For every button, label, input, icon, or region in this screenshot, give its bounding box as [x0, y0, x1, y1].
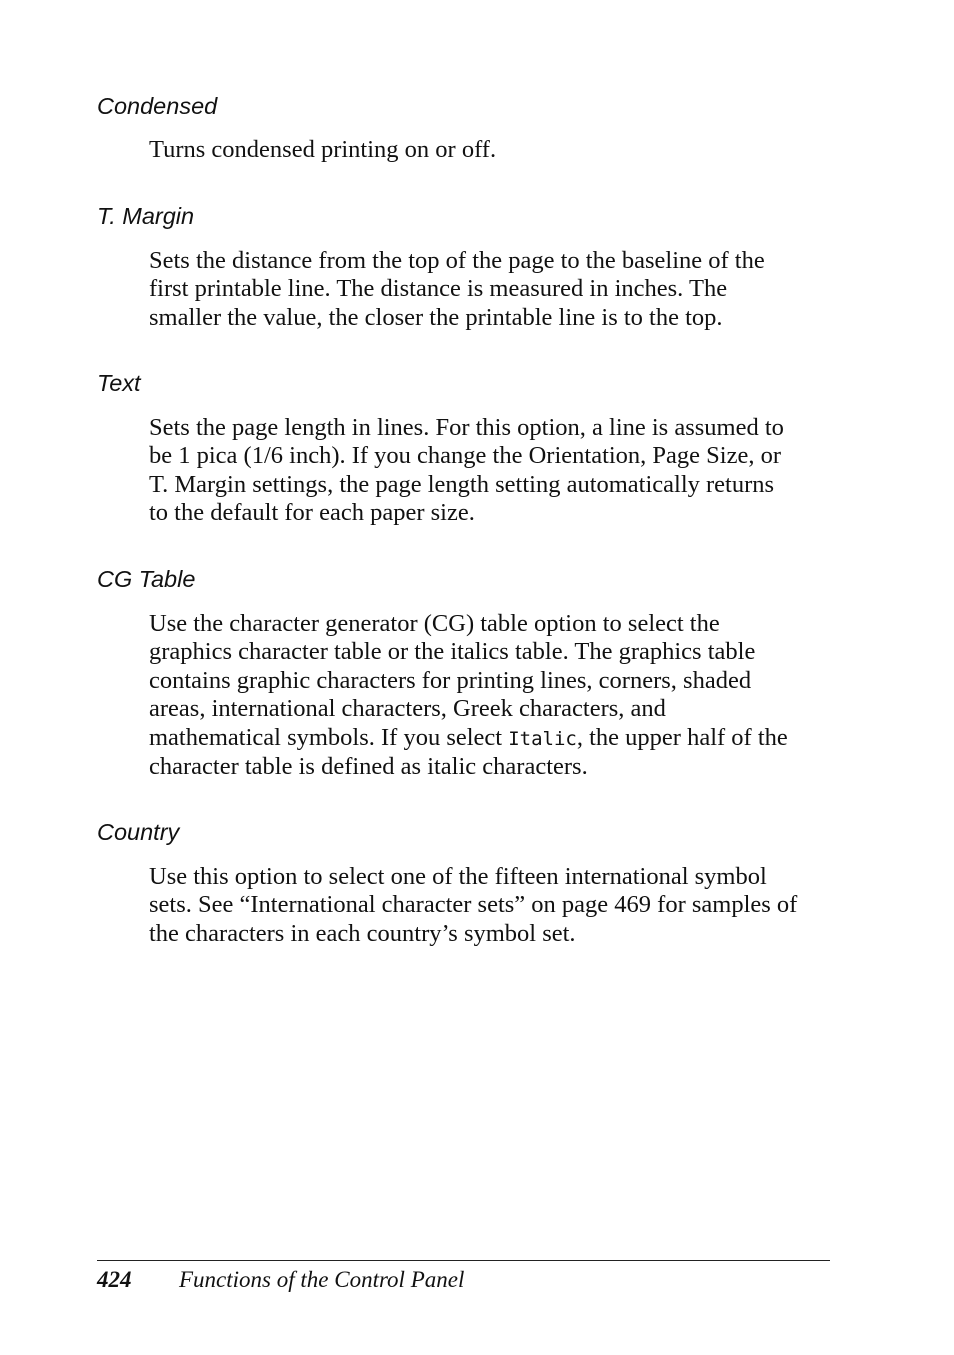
text-line: first printable line. The distance is measured in inches. The: [149, 275, 728, 303]
footer-divider: [97, 1260, 830, 1261]
text-line: graphics character table or the italics table. The graphics table: [149, 638, 756, 666]
heading-cg-table: CG Table: [97, 566, 196, 592]
paragraph-text: [149, 414, 839, 528]
text-line: T. Margin settings, the page length setting automatically returns: [149, 470, 775, 498]
paragraph-condensed: [149, 136, 839, 164]
text-line: contains graphic characters for printing lines, corners, shaded: [149, 666, 752, 694]
paragraph-cg-table: [149, 610, 839, 781]
page-number: 424: [97, 1267, 132, 1292]
text-line: [149, 724, 839, 753]
paragraph-t-margin: [149, 247, 839, 332]
text-line: Turns condensed printing on or off.: [149, 136, 497, 163]
text-line: Use the character generator (CG) table option to select the: [149, 610, 720, 637]
text-line: be 1 pica (1/6 inch). If you change the Orientation, Page Size, or: [149, 442, 782, 470]
text-line: Use this option to select one of the fifteen international symbol: [149, 863, 767, 890]
running-footer-title: Functions of the Control Panel: [179, 1267, 465, 1292]
heading-condensed: Condensed: [97, 93, 218, 119]
text-line: smaller the value, the closer the printable line is to the top.: [149, 303, 723, 331]
text-line: to the default for each paper size.: [149, 499, 475, 527]
heading-t-margin: T. Margin: [97, 203, 195, 229]
text-line: Sets the page length in lines. For this option, a line is assumed to: [149, 414, 784, 441]
text-line: character table is defined as italic characters.: [149, 753, 588, 781]
text-line: the characters in each country’s symbol set.: [149, 919, 576, 947]
text-line: sets. See “International character sets” on page 469 for samples of: [149, 891, 798, 919]
text-line: Sets the distance from the top of the page to the baseline of the: [149, 247, 765, 274]
text-line: areas, international characters, Greek characters, and: [149, 695, 666, 723]
heading-text: Text: [97, 370, 141, 396]
code-italic-option: Italic: [508, 727, 577, 750]
text-fragment: , the upper half of the: [576, 723, 788, 751]
text-fragment: mathematical symbols. If you select: [149, 723, 509, 751]
heading-country: Country: [97, 819, 180, 845]
paragraph-country: [149, 863, 839, 948]
